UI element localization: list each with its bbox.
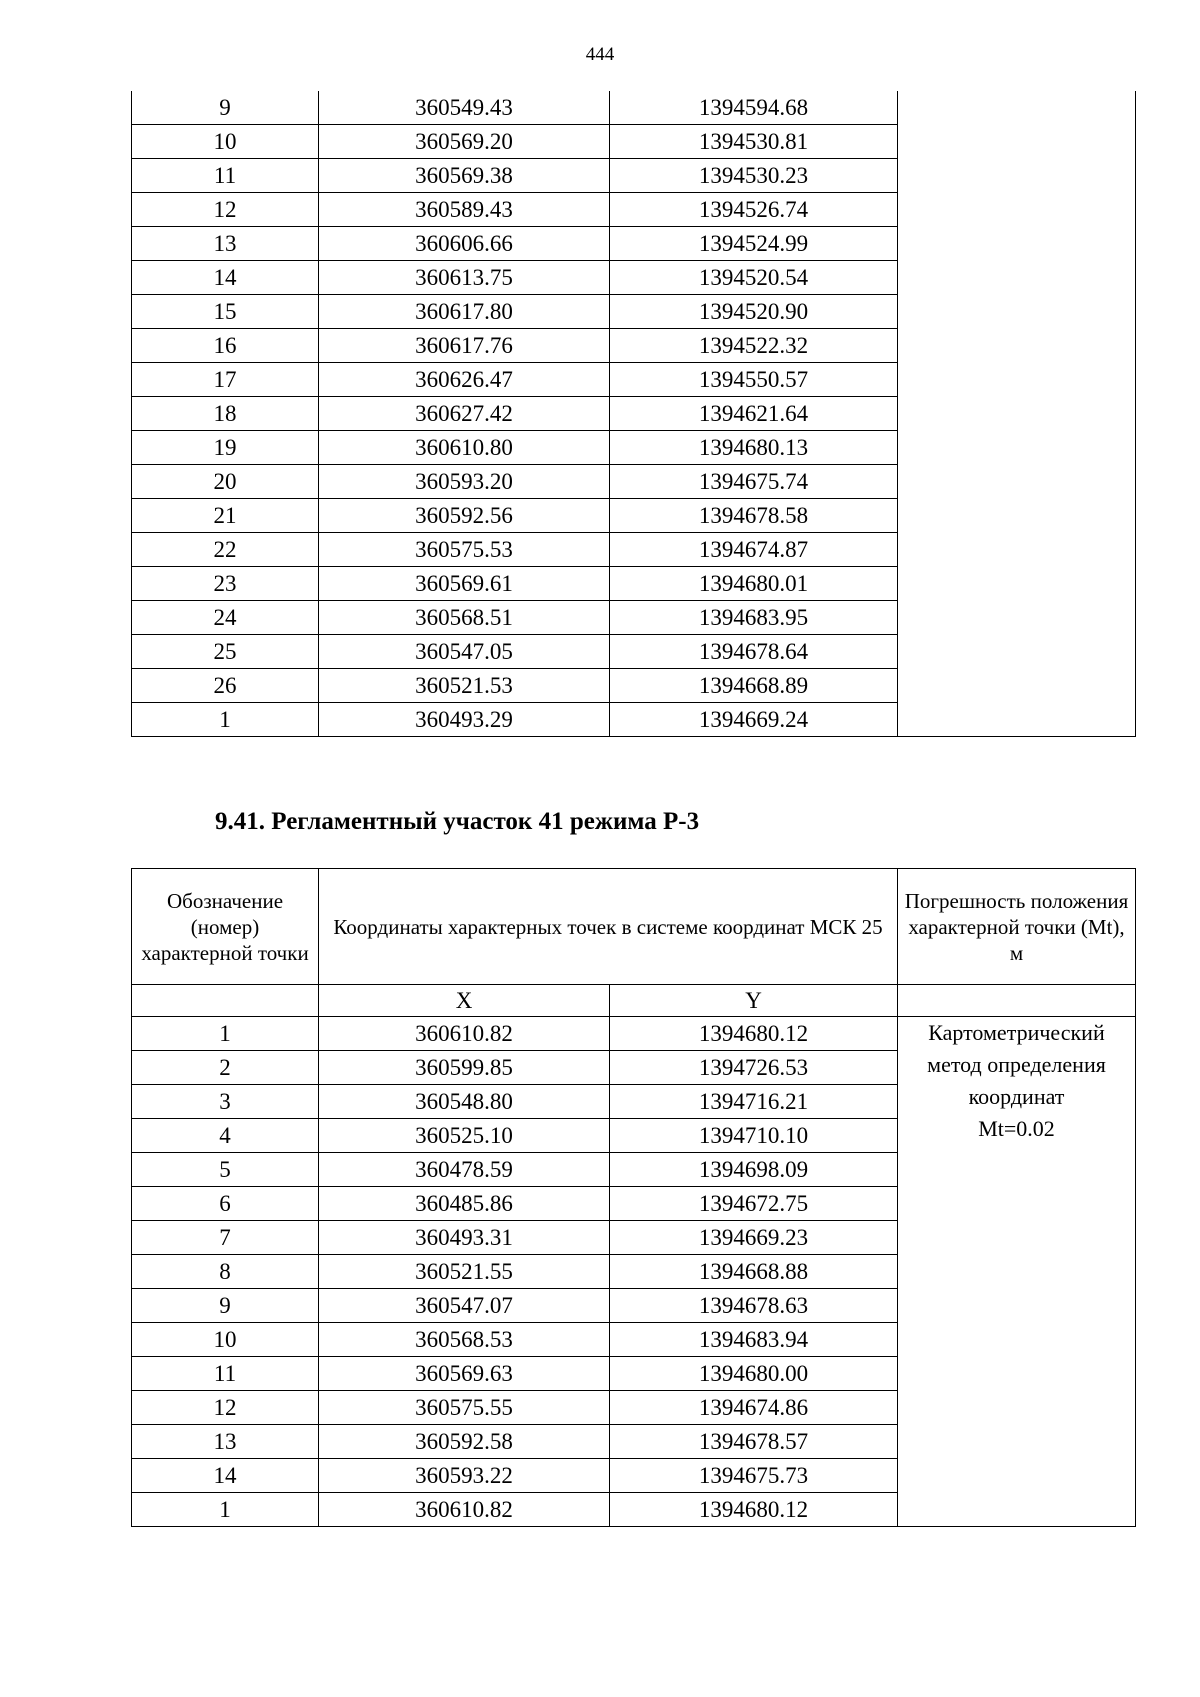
point-number-cell: 1 bbox=[132, 1493, 319, 1527]
x-coordinate-cell: 360613.75 bbox=[319, 261, 610, 295]
y-coordinate-cell: 1394680.12 bbox=[610, 1493, 898, 1527]
x-column-header: X bbox=[319, 985, 610, 1017]
point-number-cell: 14 bbox=[132, 1459, 319, 1493]
point-number-cell: 5 bbox=[132, 1153, 319, 1187]
point-number-cell: 6 bbox=[132, 1187, 319, 1221]
y-coordinate-cell: 1394680.00 bbox=[610, 1357, 898, 1391]
y-coordinate-cell: 1394526.74 bbox=[610, 193, 898, 227]
x-coordinate-cell: 360593.20 bbox=[319, 465, 610, 499]
y-coordinate-cell: 1394522.32 bbox=[610, 329, 898, 363]
method-text-line: метод определения bbox=[927, 1052, 1106, 1077]
y-coordinate-cell: 1394698.09 bbox=[610, 1153, 898, 1187]
coordinates-table-continued bbox=[131, 91, 1136, 737]
y-coordinate-cell: 1394669.23 bbox=[610, 1221, 898, 1255]
y-coordinate-cell: 1394680.13 bbox=[610, 431, 898, 465]
y-coordinate-cell: 1394621.64 bbox=[610, 397, 898, 431]
x-coordinate-cell: 360569.61 bbox=[319, 567, 610, 601]
table-subheader-row bbox=[132, 985, 1136, 1017]
y-coordinate-cell: 1394594.68 bbox=[610, 91, 898, 125]
point-number-cell: 20 bbox=[132, 465, 319, 499]
table-row bbox=[132, 91, 1136, 125]
x-coordinate-cell: 360569.63 bbox=[319, 1357, 610, 1391]
point-number-cell: 21 bbox=[132, 499, 319, 533]
y-coordinate-cell: 1394530.23 bbox=[610, 159, 898, 193]
point-number-cell: 15 bbox=[132, 295, 319, 329]
x-coordinate-cell: 360547.07 bbox=[319, 1289, 610, 1323]
page-number: 444 bbox=[585, 44, 615, 65]
x-coordinate-cell: 360593.22 bbox=[319, 1459, 610, 1493]
x-coordinate-cell: 360493.31 bbox=[319, 1221, 610, 1255]
x-coordinate-cell: 360549.43 bbox=[319, 91, 610, 125]
x-coordinate-cell: 360493.29 bbox=[319, 703, 610, 737]
x-coordinate-cell: 360626.47 bbox=[319, 363, 610, 397]
point-number-cell: 9 bbox=[132, 91, 319, 125]
x-coordinate-cell: 360606.66 bbox=[319, 227, 610, 261]
y-coordinate-cell: 1394716.21 bbox=[610, 1085, 898, 1119]
y-coordinate-cell: 1394668.89 bbox=[610, 669, 898, 703]
y-coordinate-cell: 1394726.53 bbox=[610, 1051, 898, 1085]
position-error-cell bbox=[898, 91, 1136, 737]
y-coordinate-cell: 1394672.75 bbox=[610, 1187, 898, 1221]
y-coordinate-cell: 1394550.57 bbox=[610, 363, 898, 397]
point-number-cell: 14 bbox=[132, 261, 319, 295]
coordinates-table-section-41-body bbox=[132, 1017, 1136, 1527]
x-coordinate-cell: 360485.86 bbox=[319, 1187, 610, 1221]
point-designation-header: Обозначение (номер) характерной точки bbox=[132, 869, 319, 985]
x-coordinate-cell: 360521.53 bbox=[319, 669, 610, 703]
x-coordinate-cell: 360575.55 bbox=[319, 1391, 610, 1425]
y-coordinate-cell: 1394678.57 bbox=[610, 1425, 898, 1459]
subheader-empty-cell bbox=[132, 985, 319, 1017]
y-coordinate-cell: 1394680.12 bbox=[610, 1017, 898, 1051]
point-number-cell: 24 bbox=[132, 601, 319, 635]
y-coordinate-cell: 1394520.54 bbox=[610, 261, 898, 295]
section-heading: 9.41. Регламентный участок 41 режима Р-3 bbox=[215, 808, 700, 835]
point-number-cell: 13 bbox=[132, 227, 319, 261]
coordinates-table-continued-body bbox=[132, 91, 1136, 737]
point-number-cell: 4 bbox=[132, 1119, 319, 1153]
point-number-cell: 26 bbox=[132, 669, 319, 703]
point-number-cell: 18 bbox=[132, 397, 319, 431]
y-coordinate-cell: 1394674.86 bbox=[610, 1391, 898, 1425]
point-number-cell: 11 bbox=[132, 1357, 319, 1391]
point-number-cell: 22 bbox=[132, 533, 319, 567]
x-coordinate-cell: 360617.76 bbox=[319, 329, 610, 363]
point-number-cell: 16 bbox=[132, 329, 319, 363]
x-coordinate-cell: 360599.85 bbox=[319, 1051, 610, 1085]
point-number-cell: 23 bbox=[132, 567, 319, 601]
x-coordinate-cell: 360592.56 bbox=[319, 499, 610, 533]
x-coordinate-cell: 360610.80 bbox=[319, 431, 610, 465]
coordinates-header: Координаты характерных точек в системе координат МСК 25 bbox=[319, 869, 898, 985]
x-coordinate-cell: 360575.53 bbox=[319, 533, 610, 567]
y-coordinate-cell: 1394680.01 bbox=[610, 567, 898, 601]
x-coordinate-cell: 360592.58 bbox=[319, 1425, 610, 1459]
x-coordinate-cell: 360610.82 bbox=[319, 1493, 610, 1527]
point-number-cell: 10 bbox=[132, 125, 319, 159]
point-number-cell: 7 bbox=[132, 1221, 319, 1255]
y-coordinate-cell: 1394683.95 bbox=[610, 601, 898, 635]
point-number-cell: 17 bbox=[132, 363, 319, 397]
y-coordinate-cell: 1394678.64 bbox=[610, 635, 898, 669]
x-coordinate-cell: 360525.10 bbox=[319, 1119, 610, 1153]
point-number-cell: 19 bbox=[132, 431, 319, 465]
y-coordinate-cell: 1394669.24 bbox=[610, 703, 898, 737]
y-coordinate-cell: 1394530.81 bbox=[610, 125, 898, 159]
y-coordinate-cell: 1394524.99 bbox=[610, 227, 898, 261]
point-number-cell: 8 bbox=[132, 1255, 319, 1289]
point-number-cell: 3 bbox=[132, 1085, 319, 1119]
table-header-row bbox=[132, 869, 1136, 985]
x-coordinate-cell: 360568.51 bbox=[319, 601, 610, 635]
y-coordinate-cell: 1394674.87 bbox=[610, 533, 898, 567]
y-coordinate-cell: 1394678.58 bbox=[610, 499, 898, 533]
x-coordinate-cell: 360569.20 bbox=[319, 125, 610, 159]
point-number-cell: 25 bbox=[132, 635, 319, 669]
x-coordinate-cell: 360569.38 bbox=[319, 159, 610, 193]
y-coordinate-cell: 1394675.73 bbox=[610, 1459, 898, 1493]
position-error-header: Погрешность положения характерной точки (Mt), м bbox=[898, 869, 1136, 985]
determination-method-cell bbox=[898, 1017, 1136, 1527]
x-coordinate-cell: 360627.42 bbox=[319, 397, 610, 431]
x-coordinate-cell: 360521.55 bbox=[319, 1255, 610, 1289]
y-coordinate-cell: 1394683.94 bbox=[610, 1323, 898, 1357]
point-number-cell: 13 bbox=[132, 1425, 319, 1459]
x-coordinate-cell: 360610.82 bbox=[319, 1017, 610, 1051]
point-number-cell: 12 bbox=[132, 1391, 319, 1425]
point-number-cell: 10 bbox=[132, 1323, 319, 1357]
point-number-cell: 1 bbox=[132, 1017, 319, 1051]
y-column-header: Y bbox=[610, 985, 898, 1017]
point-number-cell: 2 bbox=[132, 1051, 319, 1085]
x-coordinate-cell: 360548.80 bbox=[319, 1085, 610, 1119]
x-coordinate-cell: 360617.80 bbox=[319, 295, 610, 329]
method-text-line: Картометрический bbox=[928, 1020, 1105, 1045]
point-number-cell: 1 bbox=[132, 703, 319, 737]
x-coordinate-cell: 360589.43 bbox=[319, 193, 610, 227]
point-number-cell: 12 bbox=[132, 193, 319, 227]
y-coordinate-cell: 1394520.90 bbox=[610, 295, 898, 329]
y-coordinate-cell: 1394668.88 bbox=[610, 1255, 898, 1289]
y-coordinate-cell: 1394678.63 bbox=[610, 1289, 898, 1323]
x-coordinate-cell: 360568.53 bbox=[319, 1323, 610, 1357]
subheader-empty-cell bbox=[898, 985, 1136, 1017]
x-coordinate-cell: 360478.59 bbox=[319, 1153, 610, 1187]
method-text-line: Mt=0.02 bbox=[978, 1116, 1055, 1141]
coordinates-table-section-41 bbox=[131, 868, 1136, 1527]
point-number-cell: 9 bbox=[132, 1289, 319, 1323]
y-coordinate-cell: 1394710.10 bbox=[610, 1119, 898, 1153]
table-row bbox=[132, 1017, 1136, 1051]
method-text-line: координат bbox=[968, 1084, 1065, 1109]
point-number-cell: 11 bbox=[132, 159, 319, 193]
x-coordinate-cell: 360547.05 bbox=[319, 635, 610, 669]
y-coordinate-cell: 1394675.74 bbox=[610, 465, 898, 499]
